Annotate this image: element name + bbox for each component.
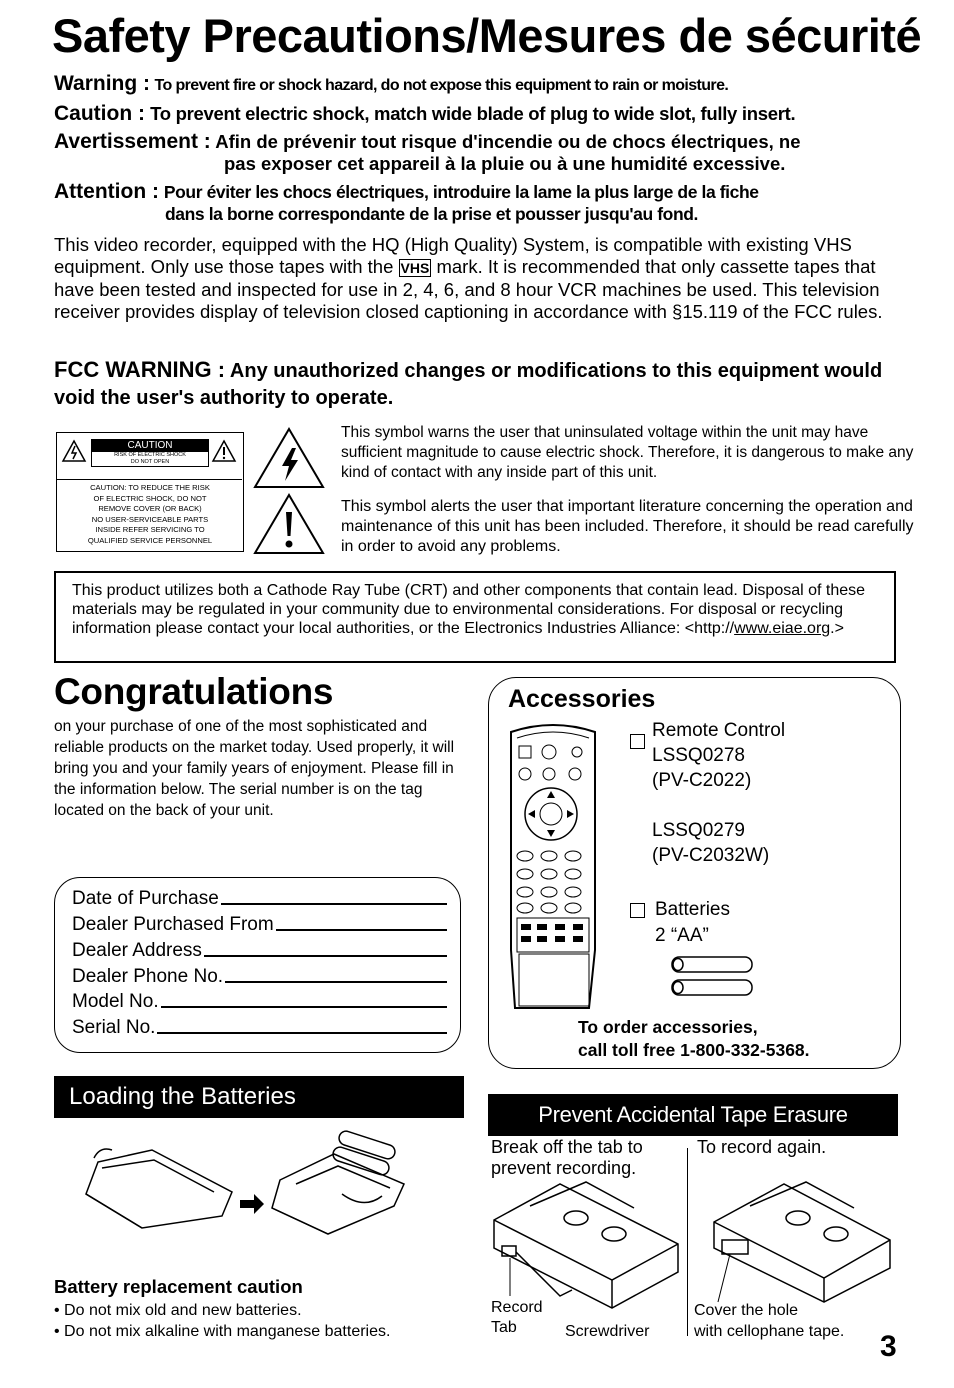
lead-notice-end: .> (830, 620, 844, 637)
attention-line (54, 180, 759, 204)
attention-text: Pour éviter les chocs électriques, introduire la lame la plus large de la fiche (163, 182, 759, 202)
cover-line-2: with cellophane tape. (694, 1323, 845, 1340)
warning-label: Warning : (54, 72, 151, 95)
batteries-label: Batteries (655, 899, 730, 920)
info-field-dealer-phone (72, 966, 447, 988)
lead-notice-box (54, 571, 896, 663)
record-label: Record (491, 1299, 543, 1316)
page-number: 3 (880, 1330, 897, 1363)
caution-sub1: RISK OF ELECTRIC SHOCK (114, 452, 186, 458)
caution-body-line: CAUTION: TO REDUCE THE RISK (90, 483, 210, 492)
warning-text: To prevent fire or shock hazard, do not expose this equipment to rain or moisture. (154, 77, 729, 94)
fill-in-line[interactable] (276, 929, 447, 931)
cover-hole-label (694, 1300, 844, 1342)
accessories-title: Accessories (508, 685, 656, 713)
info-field-label: Dealer Phone No. (72, 966, 224, 987)
info-field-label: Dealer Purchased From (72, 914, 274, 935)
exclamation-warning-icon (211, 439, 237, 463)
attention-label: Attention : (54, 180, 159, 203)
attention-text-2: dans la borne correspondante de la prise et pousser jusqu'au fond. (165, 204, 699, 224)
record-tab-label (491, 1298, 543, 1338)
batteries-checkbox[interactable] (630, 903, 645, 918)
caution-body-line: NO USER-SERVICEABLE PARTS (91, 514, 209, 524)
exclamation-symbol-text: This symbol alerts the user that important literature concerning the operation and maintenance of this unit has been included. Therefore, it should be read carefully in order to avoid any problems. (341, 498, 914, 555)
battery-caution-list (54, 1300, 390, 1342)
caution-line (54, 102, 795, 126)
screwdriver-label: Screwdriver (565, 1323, 650, 1340)
remote-label: Remote Control (652, 720, 786, 741)
lightning-warning-icon (61, 439, 87, 463)
remote-model-2: LSSQ0279 (652, 820, 745, 841)
caution-body-line: REMOVE COVER (OR BACK) (98, 504, 202, 513)
info-field-label: Serial No. (72, 1017, 156, 1038)
record-again-text: To record again. (697, 1137, 827, 1157)
remote-checkbox[interactable] (630, 734, 645, 749)
order-line-1: To order accessories, (578, 1017, 758, 1037)
fcc-label: FCC WARNING : (54, 357, 226, 382)
purchase-info-box (54, 877, 461, 1053)
caution-body-line: QUALIFIED SERVICE PERSONNEL (87, 535, 213, 545)
break-tab-text: Break off the tab to prevent recording. (491, 1137, 643, 1178)
cassette-cover-hole-illustration (694, 1178, 894, 1318)
fill-in-line[interactable] (157, 1032, 447, 1034)
fcc-text: Any unauthorized changes or modifications to this equipment would void the user's authority to operate. (54, 360, 883, 409)
battery-caution-text: Do not mix old and new batteries. (64, 1302, 302, 1319)
avertissement-text-2: pas exposer cet appareil à la pluie ou à une humidité excessive. (224, 153, 786, 174)
fcc-warning (54, 356, 914, 412)
intro-text-2: mark. It is recommended that only cassette tapes that have been tested and inspected for use in 2, 4, 6, and 8 hour VCR machines be used. This television receiver provides display of television closed captioning in accordance with §15.119 of the FCC rules. (54, 256, 883, 322)
avertissement-label: Avertissement : (54, 130, 211, 153)
eia-link[interactable]: www.eiae.org (734, 620, 831, 637)
congratulations-title: Congratulations (54, 671, 334, 712)
order-line-2: call toll free 1-800-332-5368. (578, 1040, 810, 1060)
remote-control-image (503, 718, 603, 1010)
cover-line-1: Cover the hole (694, 1302, 799, 1319)
battery-caution-text: Do not mix alkaline with manganese batteries. (64, 1323, 391, 1340)
info-field-dealer-address (72, 940, 447, 962)
info-field-dealer (72, 914, 447, 936)
lightning-symbol-text: This symbol warns the user that uninsulated voltage within the unit may have sufficient magnitude to cause electric shock. Therefore, it is dangerous to make any kind of contact with any inside part of this unit. (341, 424, 914, 481)
exclamation-icon (252, 492, 326, 556)
page-title: Safety Precautions/Mesures de sécurité (52, 9, 922, 62)
fill-in-line[interactable] (225, 981, 447, 983)
battery-caution-item: • Do not mix alkaline with manganese batteries. (54, 1323, 391, 1340)
avertissement-text: Afin de prévenir tout risque d'incendie ou de chocs électriques, ne (215, 131, 801, 152)
caution-body-line: INSIDE REFER SERVICING TO (95, 525, 205, 534)
info-field-label: Model No. (72, 991, 159, 1012)
battery-caution-item: • Do not mix old and new batteries. (54, 1302, 302, 1319)
intro-paragraph (54, 234, 914, 323)
remote-model-1-sub: (PV-C2022) (652, 770, 752, 791)
info-field-label: Date of Purchase (72, 888, 219, 909)
info-field-date-of-purchase (72, 888, 447, 910)
loading-batteries-header: Loading the Batteries (54, 1076, 464, 1118)
lead-notice-text: This product utilizes both a Cathode Ray Tube (CRT) and other components that contain lead. Disposal of these materials may be regulated in your community due to environmental considerations. For disposal or recycling information please contact your local authorities, or the Electronics Industries Alliance: <http:// (72, 582, 866, 637)
batteries-type: 2 “AA” (655, 925, 709, 946)
congratulations-text: on your purchase of one of the most sophisticated and reliable products on the market today. Used properly, it will bring you and your family years of enjoyment. Please fill in the information below. The serial number is on the tag located on the back of your unit. (54, 718, 455, 819)
warning-line (54, 72, 728, 96)
remote-model-2-sub: (PV-C2032W) (652, 845, 770, 866)
info-field-serial (72, 1017, 447, 1039)
battery-caution-title: Battery replacement caution (54, 1276, 303, 1297)
fill-in-line[interactable] (221, 903, 447, 905)
caution-sub2: DO NOT OPEN (130, 459, 170, 465)
fill-in-line[interactable] (161, 1006, 447, 1008)
caution-header: CAUTION (92, 440, 208, 452)
caution-label-body (59, 483, 241, 546)
tab-label: Tab (491, 1319, 517, 1336)
caution-header-box (91, 439, 209, 467)
battery-loading-illustration (82, 1124, 422, 1266)
info-field-label: Dealer Address (72, 940, 202, 961)
caution-label: Caution : (54, 102, 145, 125)
caution-label-graphic (56, 432, 244, 552)
avertissement-line (54, 130, 800, 154)
remote-model-1: LSSQ0278 (652, 745, 745, 766)
caution-text: To prevent electric shock, match wide blade of plug to wide slot, fully insert. (150, 103, 796, 124)
lightning-bolt-icon (252, 426, 326, 490)
prevent-erasure-header: Prevent Accidental Tape Erasure (488, 1094, 898, 1136)
fill-in-line[interactable] (204, 955, 447, 957)
intro-text-1: This video recorder, equipped with the HQ (High Quality) System, is compatible with existing VHS equipment. Only use those tapes with the (54, 234, 852, 277)
divider (687, 1148, 688, 1336)
vhs-mark: VHS (400, 260, 430, 276)
aa-batteries-icon (666, 954, 758, 1000)
caution-body-line: OF ELECTRIC SHOCK, DO NOT (93, 493, 207, 503)
info-field-model (72, 991, 447, 1013)
